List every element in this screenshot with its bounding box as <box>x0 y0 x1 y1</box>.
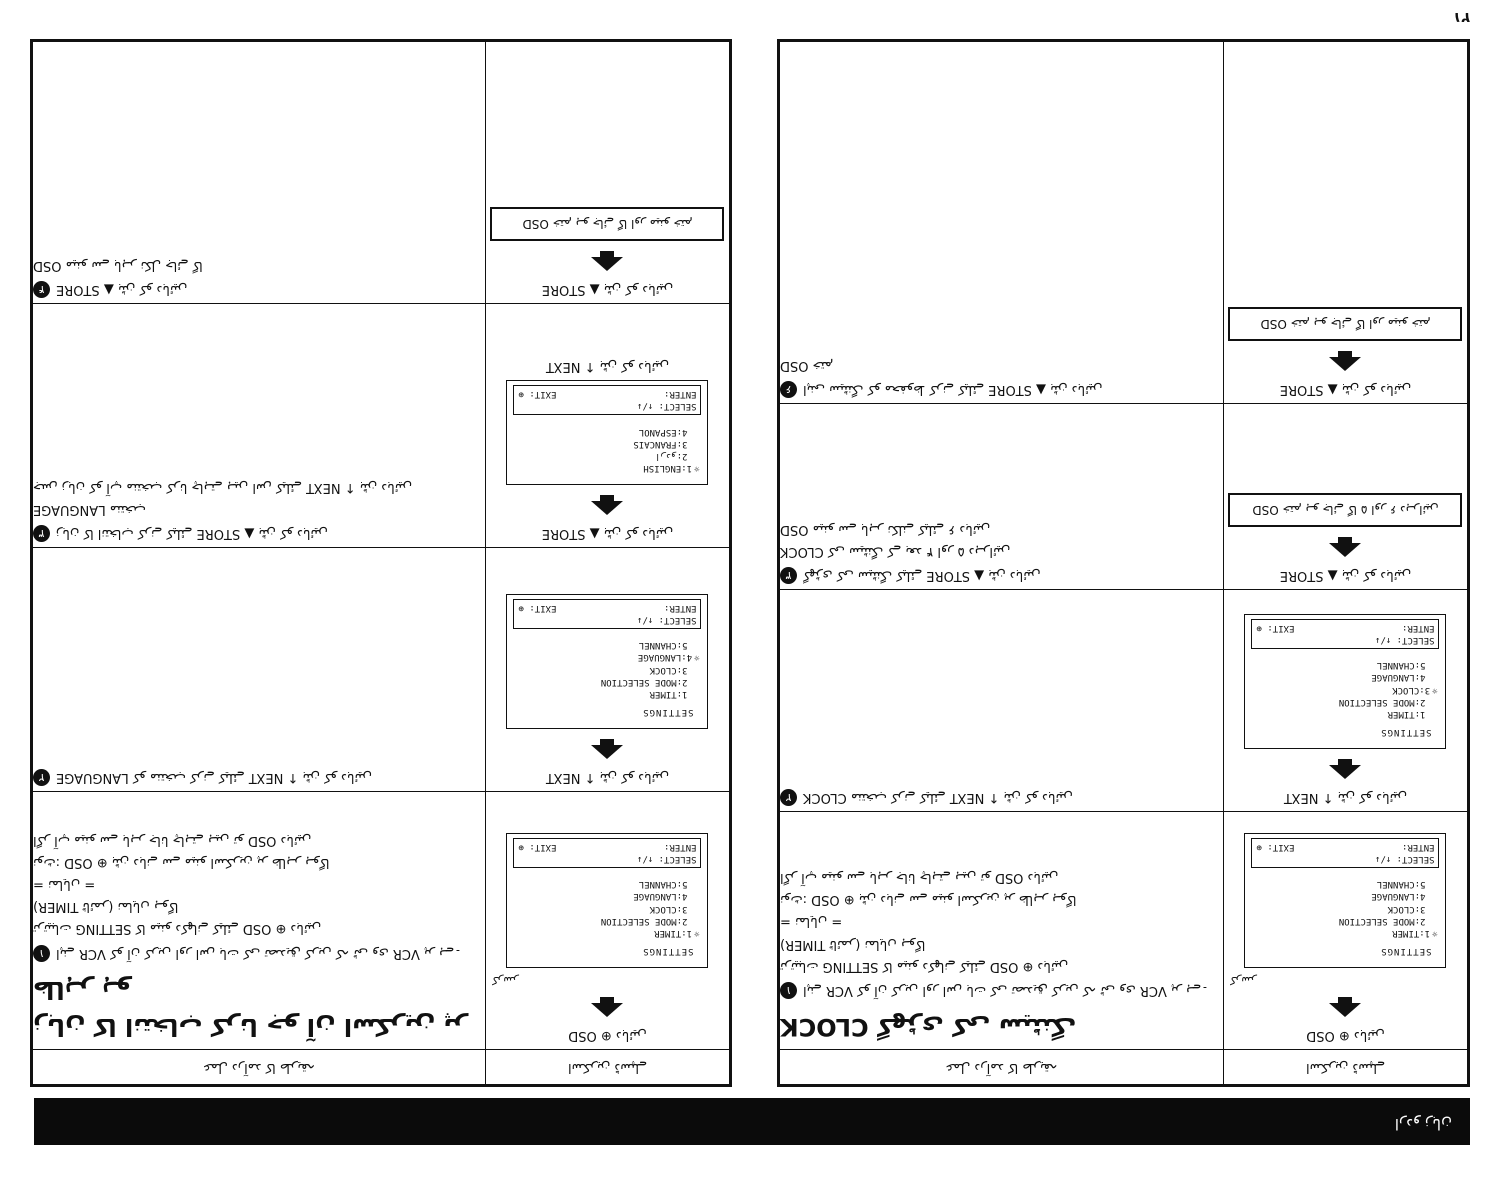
step-text: CLOCK کی سیٹنگ کے بعد ۴ اور ۵ دہرائیں <box>780 543 1011 559</box>
language-instructions-table <box>30 39 732 1087</box>
step-text: = نمایاں = <box>780 914 843 930</box>
description-cell-step1 <box>32 792 486 1050</box>
footer-language-label: اردو زبان <box>1394 1115 1452 1133</box>
osd-menu-item: 4:LANGUAGE <box>1371 672 1426 683</box>
osd-language-item: 2:اردو <box>654 450 688 461</box>
osd-menu-screen <box>1245 833 1447 968</box>
visual-cell-step2 <box>486 548 731 792</box>
arrow-up-icon <box>1330 357 1362 371</box>
arrow-up-icon <box>1330 765 1362 779</box>
step-text: ترتیبات SETTING کا مینو دکھانے کیلئے OSD ⊕ دبائیں <box>780 958 1069 974</box>
cursor-label: کرسر <box>1230 974 1257 987</box>
arrow-up-icon <box>592 1003 624 1017</box>
osd-step-message: OSD ختم ہو جائے گا ۵ اور ۶ دہرائیں <box>1229 493 1463 527</box>
visual-cell-step1 <box>486 792 731 1050</box>
store-button-caption: STORE ▲ بٹن کو دبائیں <box>1279 382 1412 397</box>
step-text: = نمایاں = <box>33 877 96 893</box>
step-text: CLOCK منتخب کرنے کیلئے NEXT ↑ بٹن کو دبائیں <box>803 790 1073 805</box>
step-text: اگر آپ مینو سے باہر جانا چاہتے ہیں تو OSD دبائیں <box>780 870 1059 886</box>
osd-menu-screen <box>507 594 709 729</box>
osd-menu-footer: SELECT: ↑/↓ ENTER: EXIT: ⊕ <box>514 838 702 868</box>
step-text: (TIMER ٹائمر) نمایاں ہوگا <box>33 899 179 915</box>
visual-cell-step3 <box>486 304 731 548</box>
step-text: STORE ▲ بٹن کو دبائیں <box>56 282 188 297</box>
osd-menu-footer: SELECT: ↑/↓ ENTER: EXIT: ⊕ <box>1252 838 1440 868</box>
visual-cell-step3 <box>1224 404 1469 590</box>
description-cell-step3 <box>779 404 1224 590</box>
step-text: اپنے VCR کو آن کریں اور اس بات کی تصدیق کریں کہ ٹی وی VCR پر ہے۔ <box>803 982 1209 998</box>
osd-button-caption: OSD ⊕ دبائیں <box>1306 1028 1385 1043</box>
osd-menu-screen <box>507 833 709 968</box>
osd-menu-screen <box>1245 614 1447 749</box>
step-text: LANGUAGE منتخب <box>33 501 146 517</box>
arrow-up-icon <box>1330 543 1362 557</box>
osd-menu-item: ☼ 3:CLOCK <box>1252 683 1426 695</box>
osd-button-caption: OSD ⊕ دبائیں <box>568 1028 647 1043</box>
osd-language-item: 3:FRANCAIS <box>633 438 688 449</box>
store-button-caption: STORE ▲ بٹن کو دبائیں <box>541 526 674 541</box>
osd-menu-item: 2:MODE SELECTION <box>1338 915 1426 926</box>
store-button-caption: STORE ▲ بٹن کو دبائیں <box>1279 568 1412 583</box>
step-text: (TIMER ٹائمر) نمایاں ہوگا <box>780 936 926 952</box>
osd-menu-footer: SELECT: ↑/↓ ENTER: EXIT: ⊕ <box>1252 619 1440 649</box>
step-text: ترتیبات SETTING کا مینو دکھانے کیلئے OSD ⊕ دبائیں <box>33 921 322 937</box>
osd-menu-title: SETTINGS <box>642 707 694 717</box>
step-number-badge: ۳ <box>780 567 797 584</box>
step-number-badge: ۲ <box>780 789 797 806</box>
cursor-label: کرسر <box>492 974 519 987</box>
visual-cell-step1 <box>1224 812 1469 1050</box>
osd-menu-item: 5:CHANNEL <box>638 879 688 890</box>
step-number-badge: ۲ <box>33 769 50 786</box>
step-number-badge: ۴ <box>33 281 50 298</box>
description-cell-step6 <box>779 41 1224 404</box>
osd-menu-item: 1:TIMER <box>1387 708 1426 719</box>
osd-menu-item: 4:LANGUAGE <box>633 891 688 902</box>
osd-menu-item: 5:CHANNEL <box>638 640 688 651</box>
visual-cell-step2 <box>1224 590 1469 812</box>
osd-language-item: ☼ 1:ENGLISH <box>514 462 688 474</box>
step-text: LANGUAGE کو منتخب کرنے کیلئے NEXT ↑ بٹن کو دبائیں <box>56 770 372 785</box>
osd-menu-item: 2:MODE SELECTION <box>600 676 688 687</box>
description-cell-step1 <box>779 812 1224 1050</box>
osd-menu-item: ☼ 1:TIMER <box>514 927 688 939</box>
next-button-caption: NEXT ↑ بٹن کو دبائیں <box>545 770 670 785</box>
step-text: OSD ختم <box>780 357 834 373</box>
osd-exit-message: OSD ختم ہو جائے گا اور مینو ختم <box>1229 307 1463 341</box>
step-text: زبان کا انتخاب کرنے کیلئے STORE ▲ بٹن کو دبائیں <box>56 526 328 541</box>
step-text: اگر آپ مینو سے باہر جانا چاہتے ہیں تو OSD دبائیں <box>33 832 312 848</box>
osd-menu-footer: SELECT: ↑/↓ ENTER: EXIT: ⊕ <box>514 385 702 415</box>
step-text: اپنے VCR کو آن کریں اور اس بات کی تصدیق کریں کہ ٹی وی VCR پر ہے۔ <box>56 945 462 961</box>
step-number-badge: ۳ <box>33 525 50 542</box>
section-title: CLOCK گھڑی کی سیٹنگ <box>780 1013 1077 1041</box>
step-text: نوٹ: OSD ⊕ بٹن دبانے سے مینو اسکرین پر ظاہر ہوگا <box>33 855 330 871</box>
column-header-visual: اسکرین ڈسپلے <box>486 1050 731 1086</box>
osd-menu-footer: SELECT: ↑/↓ ENTER: EXIT: ⊕ <box>514 599 702 629</box>
visual-cell-step4 <box>486 41 731 304</box>
visual-cell-step6 <box>1224 41 1469 404</box>
footer-bar <box>34 1098 1470 1145</box>
osd-menu-item: 1:TIMER <box>649 688 688 699</box>
step-number-badge: ۶ <box>780 381 797 398</box>
osd-menu-item: 4:LANGUAGE <box>1371 891 1426 902</box>
column-header-description: عمل درآمد کا طریقہ <box>32 1050 486 1086</box>
column-header-visual: اسکرین ڈسپلے <box>1224 1050 1469 1086</box>
osd-menu-item: 3:CLOCK <box>649 903 688 914</box>
description-cell-step3 <box>32 304 486 548</box>
osd-menu-item: 2:MODE SELECTION <box>1338 696 1426 707</box>
page-number: ۲۱ <box>1452 9 1470 25</box>
osd-menu-item: ☼ 4:LANGUAGE <box>514 651 688 663</box>
step-text: گھڑی کی سیٹنگ کیلئے STORE ▲ بٹن دبائیں <box>803 568 1041 583</box>
store-button-caption: STORE ▲ بٹن کو دبائیں <box>541 282 674 297</box>
osd-menu-item: ☼ 1:TIMER <box>1252 927 1426 939</box>
osd-menu-item: 3:CLOCK <box>649 664 688 675</box>
step-text: جس زبان کو آپ منتخب کرنا چاہتے ہیں اس کیلئے NEXT ↑ بٹن دبائیں <box>33 479 413 495</box>
arrow-up-icon <box>1330 1003 1362 1017</box>
step-text: OSD مینو سے باہر نکل جائے گا <box>33 257 203 273</box>
step-number-badge: ۱ <box>33 945 50 962</box>
step-number-badge: ۱ <box>780 982 797 999</box>
description-cell-step2 <box>32 548 486 792</box>
step-text: نوٹ: OSD ⊕ بٹن دبانے سے مینو اسکرین پر ظاہر ہوگا <box>780 892 1077 908</box>
osd-language-item: 4:ESPANOL <box>638 426 688 437</box>
clock-instructions-table <box>777 39 1470 1087</box>
osd-menu-item: 5:CHANNEL <box>1376 879 1426 890</box>
osd-menu-item: 2:MODE SELECTION <box>600 915 688 926</box>
osd-menu-title: SETTINGS <box>642 946 694 956</box>
section-title: زبان کا انتخاب کرنا جو آن اسکرین پر ظاہر ہو <box>33 975 468 1041</box>
arrow-up-icon <box>592 745 624 759</box>
osd-menu-item: 5:CHANNEL <box>1376 660 1426 671</box>
step-text: OSD مینو سے باہر نکلنے کیلئے ۶ دبائیں <box>780 521 991 537</box>
description-cell-step2 <box>779 590 1224 812</box>
next-button-caption: NEXT ↑ بٹن کو دبائیں <box>1283 790 1408 805</box>
osd-menu-title: SETTINGS <box>1380 727 1432 737</box>
osd-exit-message: OSD ختم ہو جائے گا اور مینو ختم <box>491 207 725 241</box>
step-text: اپنی سیٹنگ کو محفوظ کرنے کیلئے STORE ▲ بٹن دبائیں <box>803 382 1103 397</box>
column-header-description: عمل درآمد کا طریقہ <box>779 1050 1224 1086</box>
osd-language-screen <box>507 380 709 485</box>
osd-menu-item: 3:CLOCK <box>1387 903 1426 914</box>
arrow-up-icon <box>592 257 624 271</box>
arrow-up-icon <box>592 501 624 515</box>
description-cell-step4 <box>32 41 486 304</box>
osd-menu-title: SETTINGS <box>1380 946 1432 956</box>
next-button-caption: NEXT ↑ بٹن کو دبائیں <box>545 359 670 375</box>
